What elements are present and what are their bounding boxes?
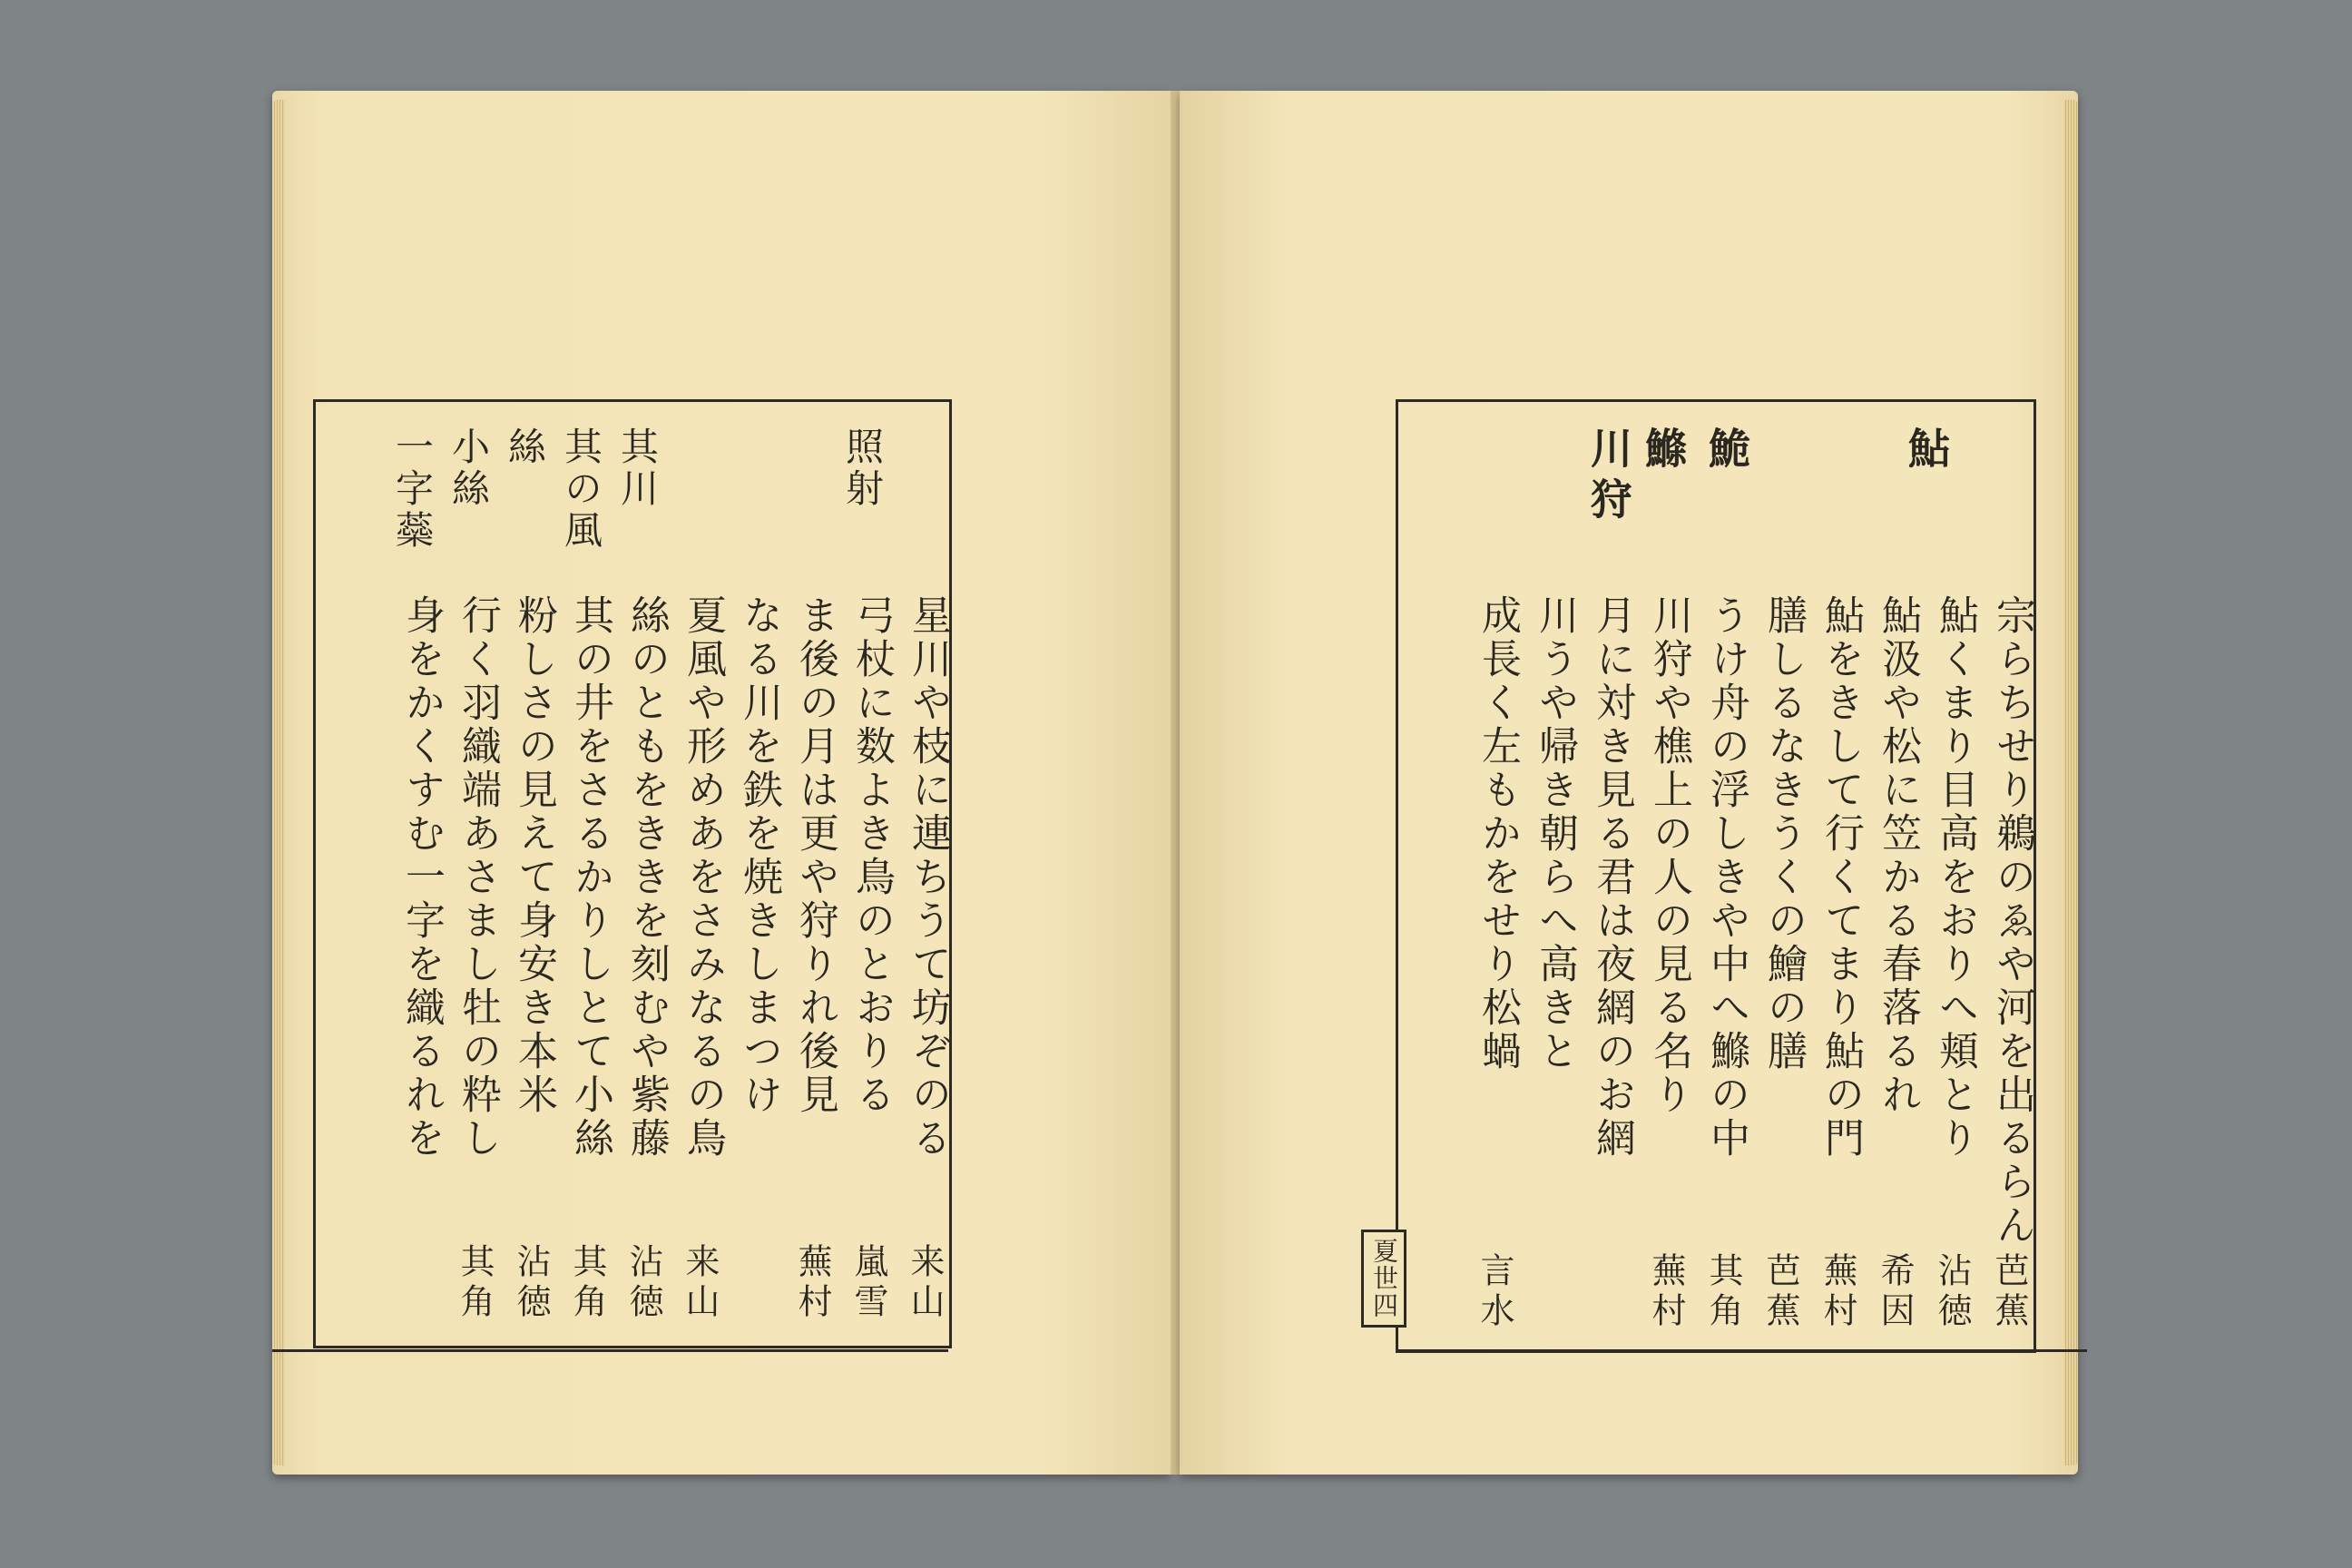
left-verse-author: 蕪村 xyxy=(792,1243,832,1323)
right-verse-text: 成長く左もかをせり松蝸 xyxy=(1475,594,1521,1073)
left-verse-author: 嵐雪 xyxy=(848,1243,888,1323)
folio-mark: 夏世四 xyxy=(1361,1230,1406,1328)
right-verse-text: 鮎汲や松に笠かる春落るれ xyxy=(1875,594,1921,1117)
left-verse-text: 弓杖に数よき鳥のとおりる xyxy=(848,594,895,1117)
right-verse-text: 膳しるなきうくの鱠の膳 xyxy=(1760,594,1807,1073)
right-verse-text: うけ舟の浮しきや中へ鰷の中 xyxy=(1703,594,1749,1161)
right-verse-text: 宗らちせり鵜のゑや河を出るらん xyxy=(1989,594,2035,1248)
right-verse-text: 月に対き見る君は夜網のお網 xyxy=(1589,594,1635,1161)
page-edges-right xyxy=(2063,100,2078,1465)
right-verse-author: 芭蕉 xyxy=(1989,1252,2029,1332)
left-verse-author: 来山 xyxy=(905,1243,945,1323)
right-verse-author: 芭蕉 xyxy=(1760,1252,1800,1332)
heading-kawagari: 川狩 xyxy=(1584,426,1633,528)
left-verse-author: 其角 xyxy=(455,1243,495,1323)
right-verse-text: 鮎くまり目高をおりへ頬とり xyxy=(1932,594,1978,1161)
right-verse-author: 言水 xyxy=(1475,1252,1514,1332)
left-verse-author: 沾徳 xyxy=(511,1243,551,1323)
right-verse-author: 其角 xyxy=(1703,1252,1743,1332)
right-verse-text: 鮎をきして行くてまり鮎の門 xyxy=(1818,594,1864,1161)
left-bottom-rule xyxy=(272,1349,948,1352)
left-verse-text: 身をかくすむ一字を織るれを xyxy=(398,594,445,1161)
left-verse-text: 夏風や形めあをさみなるの鳥 xyxy=(680,594,726,1161)
left-verse-text: 其の井をさるかりしとて小絲 xyxy=(567,594,613,1161)
heading-yamabe: 鰷 xyxy=(1639,426,1688,477)
left-verse-heading: 其川 xyxy=(615,426,660,510)
left-verse-text: ま後の月は更や狩りれ後見 xyxy=(792,594,838,1117)
right-verse-text: 川狩や樵上の人の見る名り xyxy=(1646,594,1692,1117)
left-verse-author: 其角 xyxy=(567,1243,607,1323)
left-verse-author: 来山 xyxy=(680,1243,720,1323)
heading-hae: 鮠 xyxy=(1702,426,1751,477)
left-verse-heading: 照射 xyxy=(840,426,885,510)
left-verse-text: 行く羽織端あさまし牡の粋し xyxy=(455,594,501,1161)
right-verse-author: 蕪村 xyxy=(1646,1252,1686,1332)
heading-ayu: 鮎 xyxy=(1902,426,1951,477)
left-verse-heading: 一字蘂 xyxy=(390,426,435,552)
right-verse-text: 川うや帰き朝らへ高きと xyxy=(1532,594,1578,1073)
right-verse-author: 蕪村 xyxy=(1818,1252,1857,1332)
left-verse-text: 粉しさの見えて身安き本米 xyxy=(511,594,557,1117)
right-verse-author: 沾徳 xyxy=(1932,1252,1972,1332)
left-verse-heading: 小絲 xyxy=(446,426,491,510)
left-verse-text: 絲のともをききを刻むや紫藤 xyxy=(623,594,670,1161)
right-verse-author: 希因 xyxy=(1875,1252,1915,1332)
gutter xyxy=(1171,91,1180,1475)
left-verse-text: 星川や枝に連ちうて坊ぞのる xyxy=(905,594,951,1161)
left-verse-heading: 其の風 xyxy=(559,426,603,552)
left-verse-heading: 絲 xyxy=(503,426,547,468)
left-verse-author: 沾徳 xyxy=(623,1243,663,1323)
left-verse-text: なる川を鉄を焼きしまつけ xyxy=(736,594,782,1117)
page-edges-left xyxy=(272,100,285,1465)
